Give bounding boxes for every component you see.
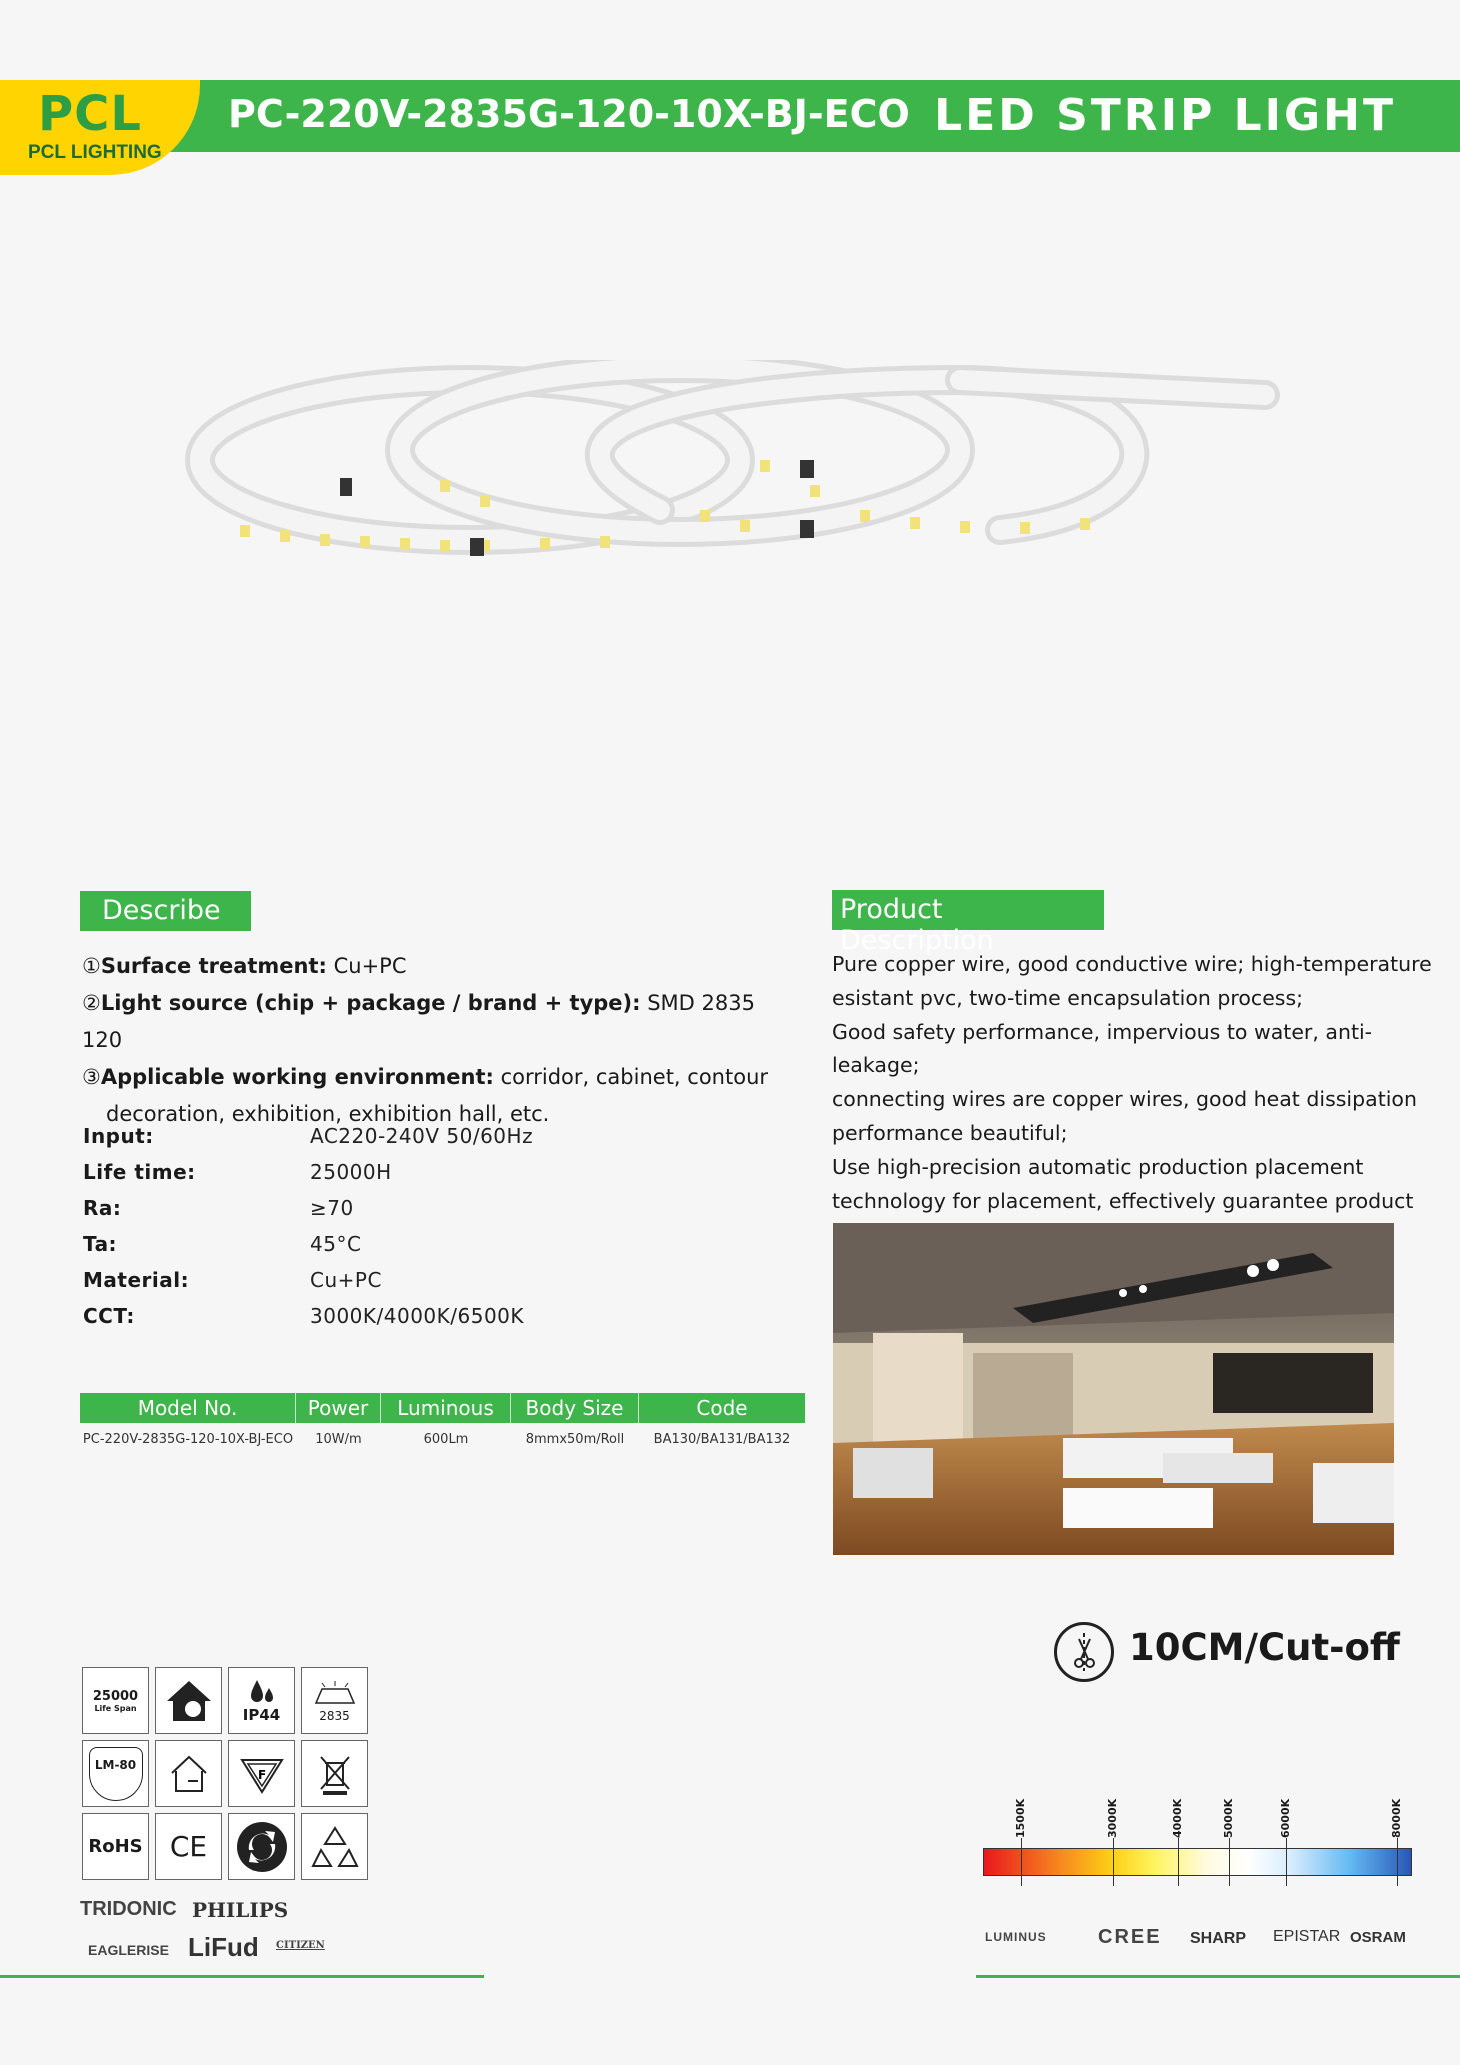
describe-item — [82, 1059, 782, 1096]
brand-cree: CREE — [1098, 1926, 1162, 1948]
spec-key: Life time: — [83, 1160, 196, 1184]
weee-bin-icon — [301, 1740, 368, 1807]
scissors-glyph — [1057, 1625, 1111, 1679]
cct-label: 5000K — [1222, 1798, 1235, 1838]
brand-logo-subtitle: PCL LIGHTING — [28, 142, 162, 163]
describe-item-continuation: decoration, exhibition, exhibition hall, etc. — [106, 1102, 550, 1126]
spec-row — [83, 1298, 643, 1334]
brand-philips: PHILIPS — [192, 1898, 289, 1922]
cct-label: 1500K — [1014, 1798, 1027, 1838]
description-line: Good safety performance, impervious to water, anti-leakage; — [832, 1019, 1373, 1078]
indoor-home-icon — [155, 1667, 222, 1734]
model-table-header — [80, 1393, 805, 1423]
item-value: corridor, cabinet, contour — [493, 1065, 769, 1089]
item-number: ① — [82, 954, 101, 978]
item-number: ② — [82, 991, 101, 1015]
describe-item — [82, 948, 782, 985]
table-cell: PC-220V-2835G-120-10X-BJ-ECO — [82, 1431, 294, 1447]
cct-tick — [1397, 1838, 1398, 1886]
spec-key: Material: — [83, 1268, 190, 1292]
item-label: Light source (chip + package / brand + type): — [100, 991, 641, 1015]
brand-luminus: LUMINUS — [985, 1930, 1047, 1944]
ip-rating: IP44 — [242, 1705, 281, 1724]
description-line: performance beautiful; — [832, 1120, 1068, 1145]
cct-tick — [1178, 1838, 1179, 1886]
product-description-heading: Product Description — [832, 890, 1104, 930]
f-mark-icon — [228, 1740, 295, 1807]
rohs-icon — [82, 1813, 149, 1880]
footer-rule-left — [0, 1975, 484, 1978]
item-label: Applicable working environment: — [100, 1065, 494, 1089]
brand-sharp: SHARP — [1190, 1930, 1247, 1947]
svg-text:F: F — [257, 1767, 266, 1782]
model-table — [80, 1393, 805, 1455]
item-label: Surface treatment: — [100, 954, 327, 978]
brand-eaglerise: EAGLERISE — [88, 1942, 169, 1958]
life-span-label: Life Span — [94, 1703, 137, 1713]
chip-type: 2835 — [319, 1708, 350, 1723]
describe-list — [82, 948, 782, 1133]
column-header: Body Size — [511, 1393, 639, 1423]
product-type-title: LED STRIP LIGHT — [934, 90, 1396, 141]
life-span-icon — [82, 1667, 149, 1734]
description-line: connecting wires are copper wires, good heat dissipation — [832, 1087, 1417, 1112]
describe-item — [82, 985, 782, 1059]
cct-tick — [1229, 1838, 1230, 1886]
room-application-photo — [833, 1223, 1394, 1555]
ip44-water-icon — [228, 1667, 295, 1734]
table-cell: BA130/BA131/BA132 — [653, 1431, 791, 1447]
spec-table — [83, 1118, 643, 1334]
spec-value: 3000K/4000K/6500K — [310, 1304, 525, 1328]
spec-value: Cu+PC — [310, 1268, 382, 1292]
item-value: Cu+PC — [326, 954, 407, 978]
describe-heading: Describe — [80, 891, 251, 931]
color-temperature-bar — [983, 1848, 1412, 1876]
lm80-icon — [82, 1740, 149, 1807]
led-strip-image — [180, 360, 1280, 620]
brand-epistar: EPISTAR — [1273, 1928, 1341, 1945]
green-dot-icon — [228, 1813, 295, 1880]
item-value: SMD 2835 120 — [82, 991, 755, 1052]
ce-icon — [155, 1813, 222, 1880]
life-span-value: 25000 — [92, 1688, 139, 1704]
item-number: ③ — [82, 1065, 101, 1089]
house-icon — [155, 1740, 222, 1807]
footer-rule-right — [976, 1975, 1460, 1978]
spec-value: AC220-240V 50/60Hz — [310, 1124, 534, 1148]
brand-logo: PCL — [38, 86, 142, 142]
brand-tridonic: TRIDONIC — [80, 1898, 177, 1920]
recycle-icon — [301, 1813, 368, 1880]
cct-label: 8000K — [1390, 1798, 1403, 1838]
column-header: Luminous — [381, 1393, 511, 1423]
brand-citizen: CITIZEN — [276, 1940, 325, 1951]
chip-2835-icon — [301, 1667, 368, 1734]
description-line: Pure copper wire, good conductive wire; high-temperature — [832, 952, 1432, 976]
rohs-label: RoHS — [88, 1836, 143, 1857]
description-line: technology for placement, effectively guarantee product — [832, 1188, 1414, 1213]
cct-label: 4000K — [1171, 1798, 1184, 1838]
cct-tick — [1286, 1838, 1287, 1886]
spec-value: 45°C — [310, 1232, 362, 1256]
spec-value: 25000H — [310, 1160, 392, 1184]
spec-row — [83, 1226, 643, 1262]
cct-tick — [1021, 1838, 1022, 1886]
table-row — [80, 1423, 805, 1455]
table-cell: 8mmx50m/Roll — [525, 1431, 625, 1447]
scissors-icon — [1054, 1622, 1114, 1682]
spec-key: Ra: — [83, 1196, 122, 1220]
table-cell: 600Lm — [423, 1431, 469, 1447]
brand-lifud: LiFud — [188, 1932, 259, 1962]
cct-tick — [1113, 1838, 1114, 1886]
cct-label: 3000K — [1106, 1798, 1119, 1838]
cct-label: 6000K — [1279, 1798, 1292, 1838]
spec-row — [83, 1154, 643, 1190]
table-cell: 10W/m — [315, 1431, 362, 1447]
column-header: Model No. — [80, 1393, 296, 1423]
spec-key: Input: — [83, 1124, 154, 1148]
cut-off-label: 10CM/Cut-off — [1129, 1626, 1400, 1669]
spec-key: CCT: — [83, 1304, 135, 1328]
spec-row — [83, 1190, 643, 1226]
column-header: Power — [296, 1393, 381, 1423]
description-line: esistant pvc, two-time encapsulation process; — [832, 985, 1304, 1010]
spec-row — [83, 1262, 643, 1298]
ce-label: CE — [169, 1830, 208, 1863]
brand-osram: OSRAM — [1350, 1929, 1406, 1946]
spec-key: Ta: — [83, 1232, 118, 1256]
lm80-label: LM-80 — [94, 1757, 137, 1772]
product-description-text — [832, 948, 1432, 1252]
spec-row — [83, 1118, 643, 1154]
column-header: Code — [696, 1396, 748, 1420]
spec-value: ≥70 — [310, 1196, 354, 1220]
description-line: Use high-precision automatic production placement — [832, 1154, 1364, 1179]
model-title: PC-220V-2835G-120-10X-BJ-ECO — [228, 92, 910, 136]
